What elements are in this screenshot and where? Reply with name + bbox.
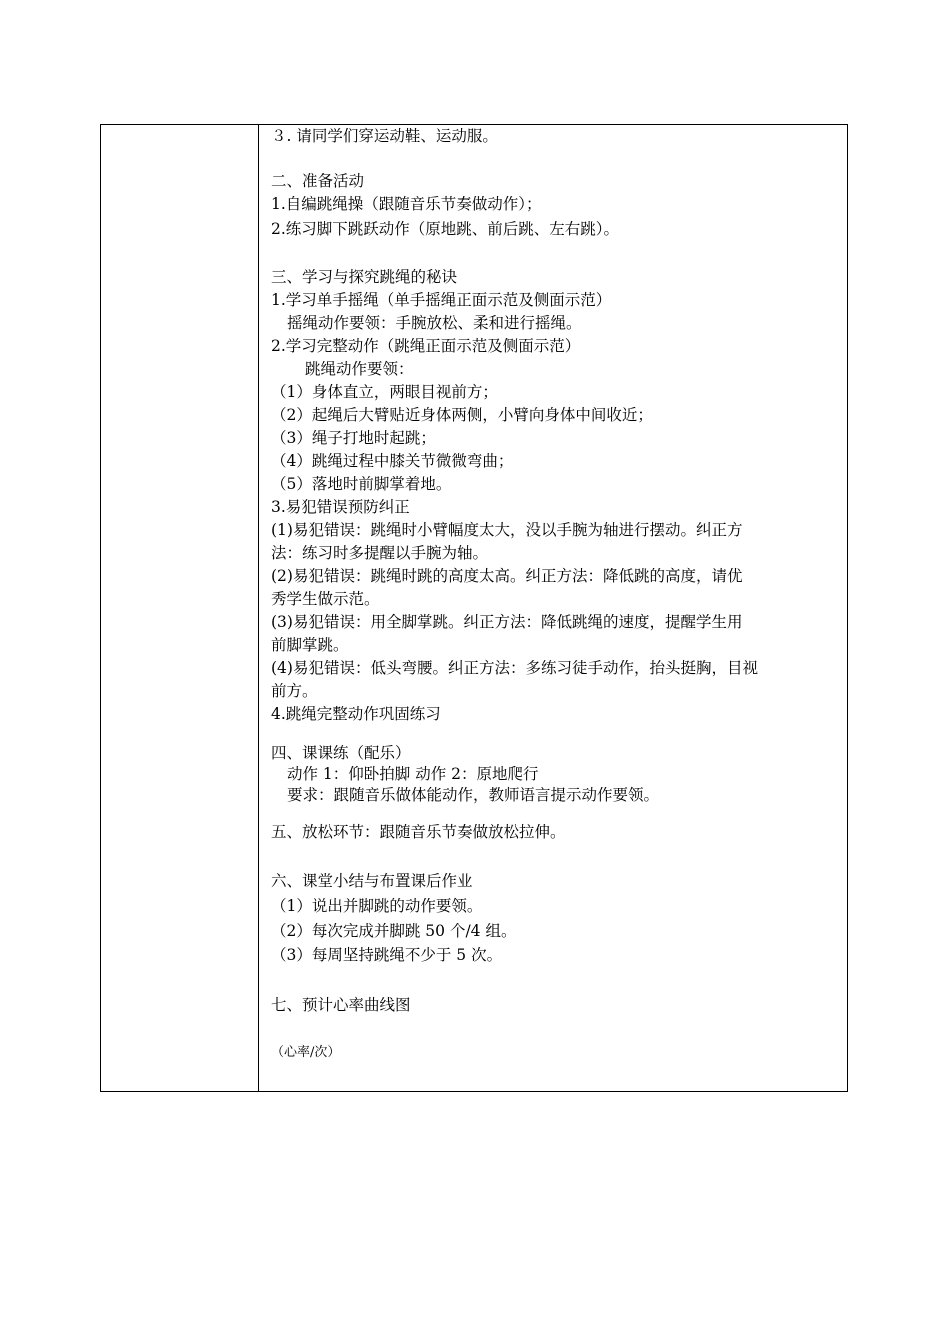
warmup-item-1: 1.自编跳绳操（跟随音乐节奏做动作）； [271, 195, 542, 213]
error-4-line-2: 前方。 [271, 682, 318, 700]
error-2-line-1: (2)易犯错误：跳绳时跳的高度太高。纠正方法：降低跳的高度，请优 [271, 567, 743, 585]
key-point-2: （2）起绳后大臂贴近身体两侧，小臂向身体中间收近； [271, 406, 653, 424]
learning-item-1-note: 摇绳动作要领：手腕放松、柔和进行摇绳。 [287, 314, 582, 332]
section-warmup-title: 二、准备活动 [271, 172, 365, 190]
learning-item-4: 4.跳绳完整动作巩固练习 [271, 705, 441, 723]
error-3-line-1: (3)易犯错误：用全脚掌跳。纠正方法：降低跳绳的速度，提醒学生用 [271, 613, 743, 631]
section-learning-title: 三、学习与探究跳绳的秘诀 [271, 268, 458, 286]
key-point-5: （5）落地时前脚掌着地。 [271, 475, 452, 493]
section-summary-title: 六、课堂小结与布置课后作业 [271, 872, 473, 890]
homework-item-2: （2）每次完成并脚跳 50 个/4 组。 [271, 922, 517, 940]
lesson-plan-table [100, 124, 848, 1092]
key-point-4: （4）跳绳过程中膝关节微微弯曲； [271, 452, 514, 470]
fitness-requirement: 要求：跟随音乐做体能动作，教师语言提示动作要领。 [287, 786, 660, 804]
error-2-line-2: 秀学生做示范。 [271, 590, 380, 608]
learning-item-2-note: 跳绳动作要领： [305, 360, 414, 378]
learning-item-1: 1.学习单手摇绳（单手摇绳正面示范及侧面示范） [271, 291, 612, 309]
item-sports-attire: ３. 请同学们穿运动鞋、运动服。 [271, 127, 498, 145]
section-fitness-title: 四、课课练（配乐） [271, 744, 411, 762]
heart-rate-axis-label: （心率/次） [271, 1045, 341, 1060]
section-relaxation-title: 五、放松环节：跟随音乐节奏做放松拉伸。 [271, 823, 566, 841]
error-3-line-2: 前脚掌跳。 [271, 636, 349, 654]
key-point-3: （3）绳子打地时起跳； [271, 429, 436, 447]
key-point-1: （1）身体直立，两眼目视前方； [271, 383, 498, 401]
homework-item-3: （3）每周坚持跳绳不少于 5 次。 [271, 946, 503, 964]
table-content-cell [259, 125, 847, 1091]
error-1-line-2: 法：练习时多提醒以手腕为轴。 [271, 544, 489, 562]
learning-item-3: 3.易犯错误预防纠正 [271, 498, 410, 516]
table-left-column [101, 125, 259, 1091]
fitness-actions: 动作 1：仰卧拍脚 动作 2：原地爬行 [287, 765, 539, 783]
homework-item-1: （1）说出并脚跳的动作要领。 [271, 897, 483, 915]
warmup-item-2: 2.练习脚下跳跃动作（原地跳、前后跳、左右跳）。 [271, 220, 620, 238]
section-heart-rate-title: 七、预计心率曲线图 [271, 996, 411, 1014]
learning-item-2: 2.学习完整动作（跳绳正面示范及侧面示范） [271, 337, 581, 355]
error-4-line-1: (4)易犯错误：低头弯腰。纠正方法：多练习徒手动作，抬头挺胸，目视 [271, 659, 758, 677]
error-1-line-1: (1)易犯错误：跳绳时小臂幅度太大，没以手腕为轴进行摆动。纠正方 [271, 521, 743, 539]
